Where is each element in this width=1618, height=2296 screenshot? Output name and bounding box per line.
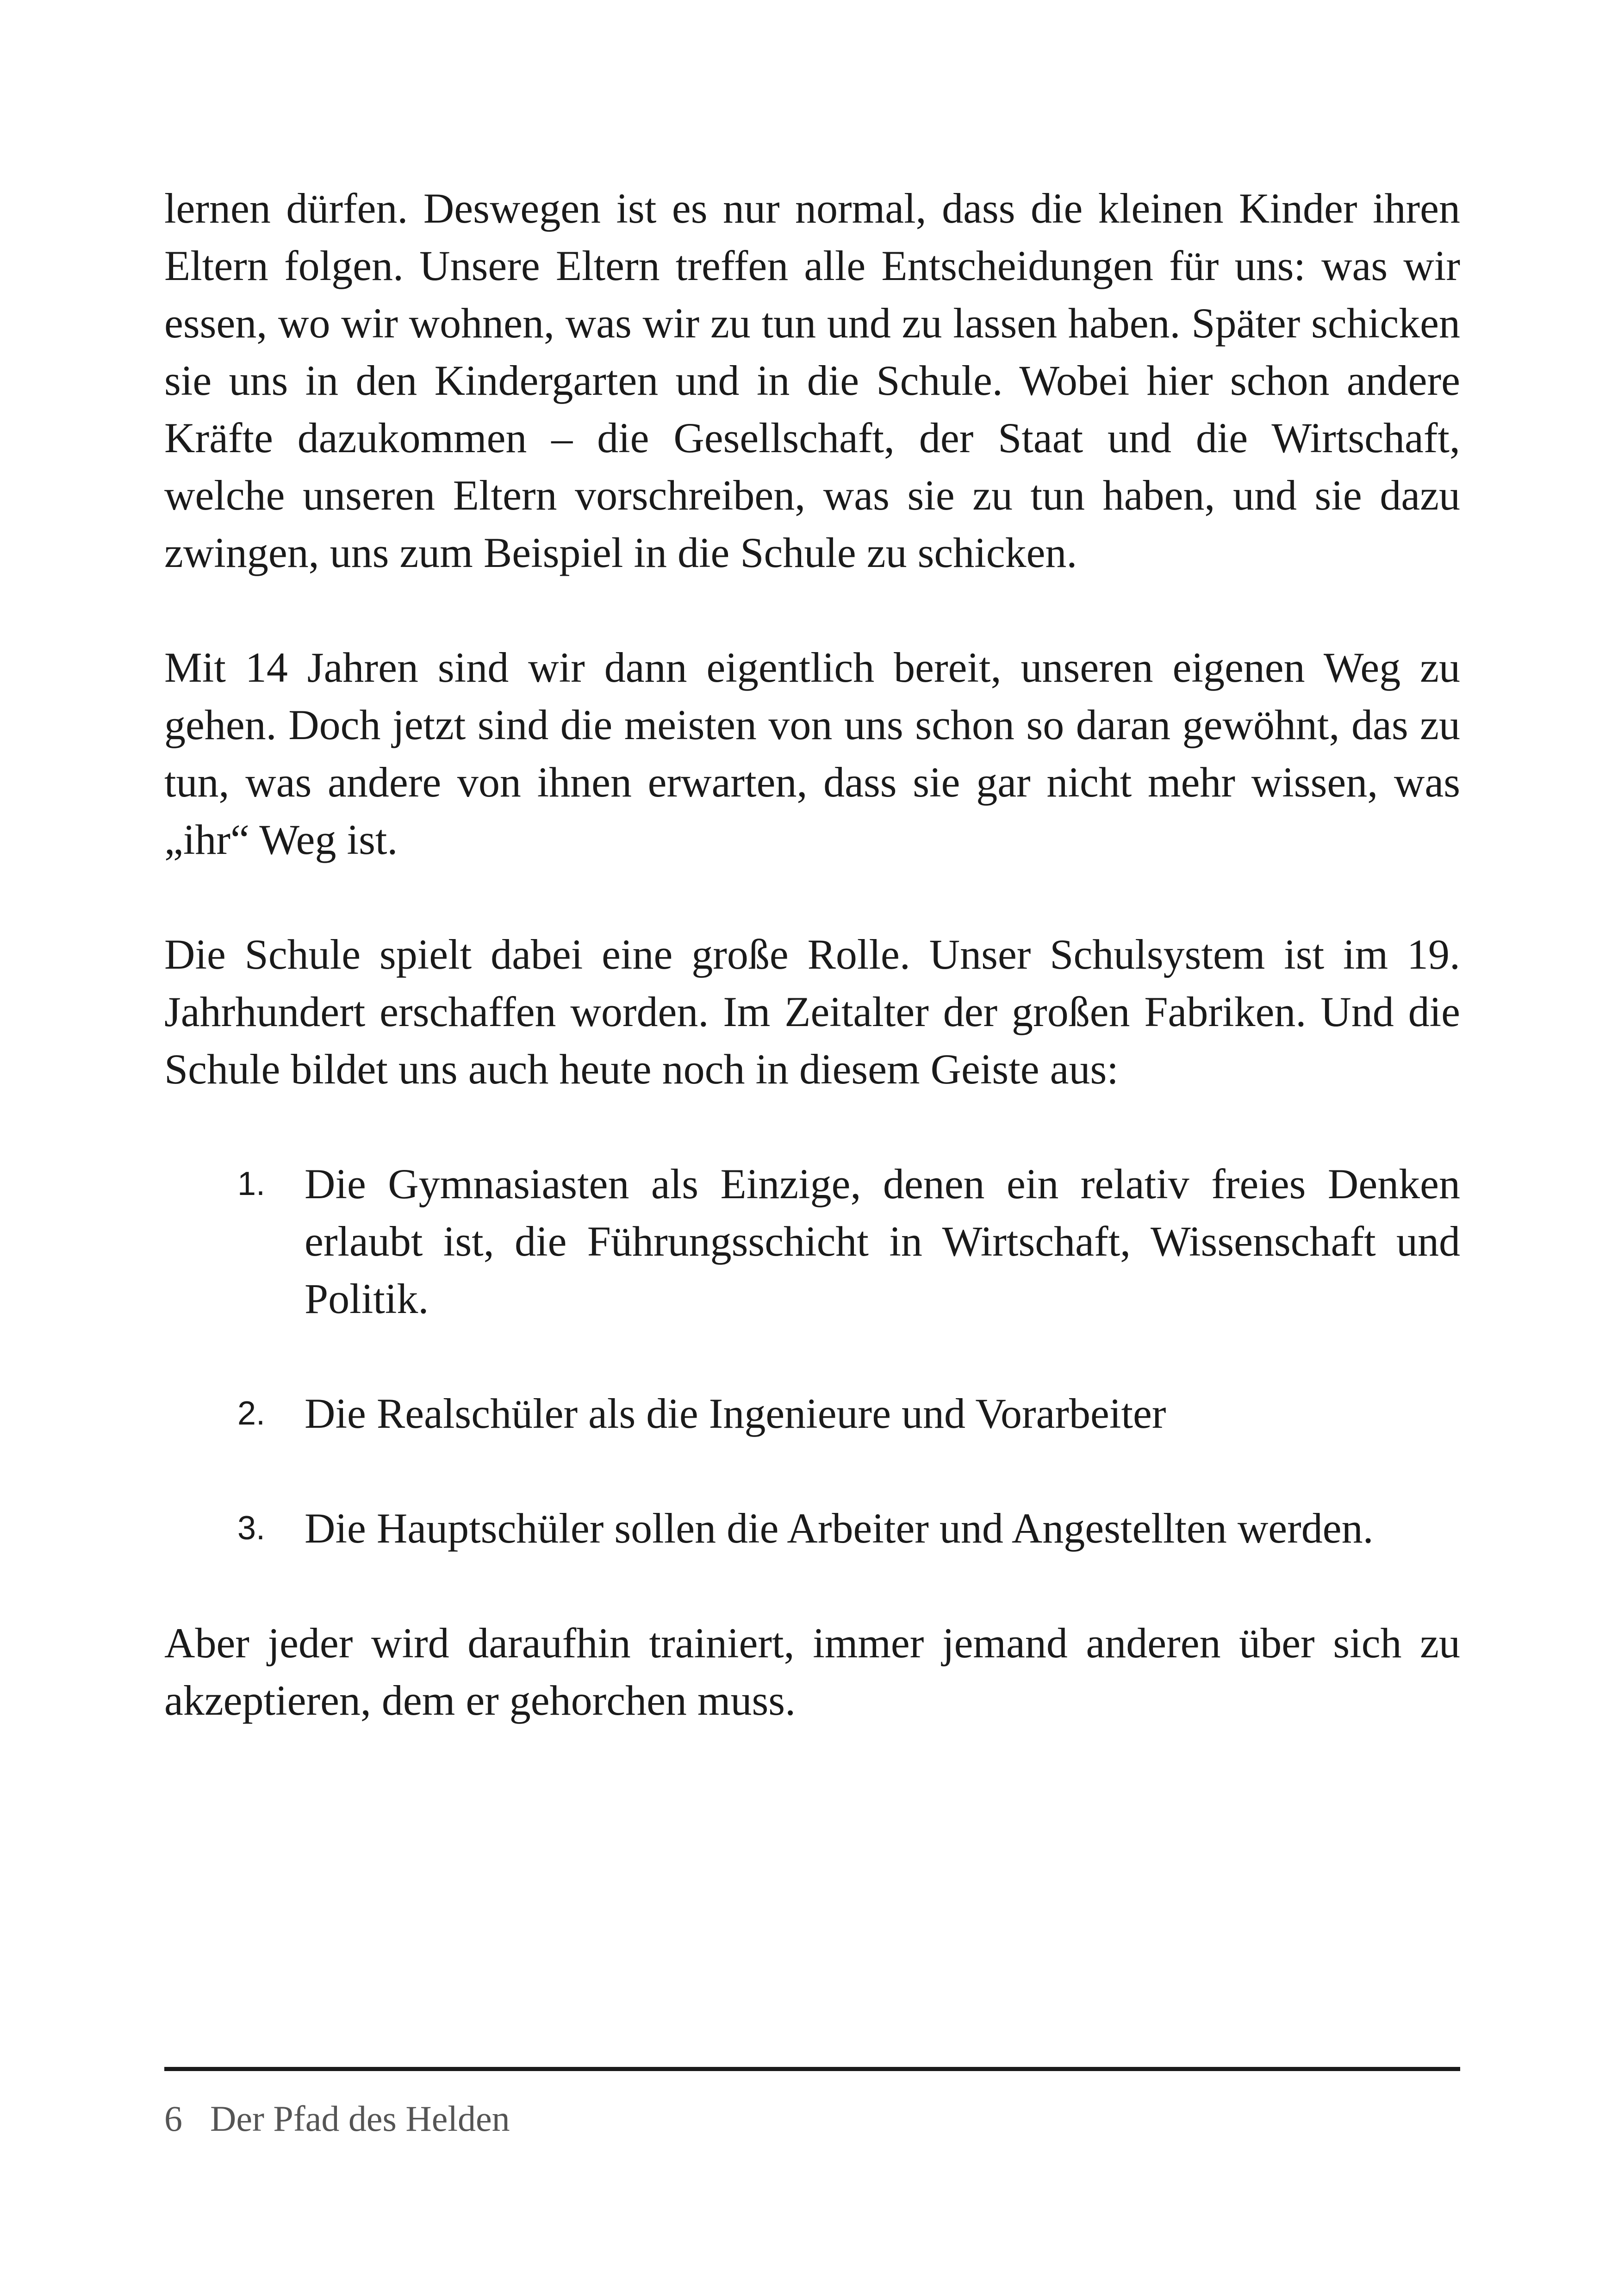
- list-item: [164, 1500, 1460, 1557]
- footer-divider: [164, 2067, 1460, 2071]
- numbered-list: [164, 1155, 1460, 1557]
- paragraph: Die Schule spielt dabei eine große Rolle. Unser Schulsystem ist im 19. Jahrhundert erschaffen worden. Im Zeitalter der großen Fabriken. Und die Schule bildet uns auch heute noch in diesem Geiste aus:: [164, 931, 1460, 1093]
- page-number: 6: [164, 2098, 182, 2139]
- list-item: [164, 1385, 1460, 1442]
- list-item-text: Die Realschüler als die Ingenieure und Vorarbeiter: [305, 1390, 1166, 1437]
- page-footer: [164, 2096, 510, 2142]
- list-item-number: 1.: [237, 1165, 266, 1202]
- list-item-text: Die Gymnasiasten als Einzige, denen ein relativ freies Denken erlaubt ist, die Führungsschicht in Wirtschaft, Wissenschaft und Politik.: [305, 1160, 1460, 1322]
- body-text: [164, 180, 1460, 1729]
- list-item-text: Die Hauptschüler sollen die Arbeiter und Angestellten werden.: [305, 1505, 1374, 1552]
- paragraph: Mit 14 Jahren sind wir dann eigentlich bereit, unseren eigenen Weg zu gehen. Doch jetzt sind die meisten von uns schon so daran gewöhnt, das zu tun, was andere von ihnen erwarten, dass sie gar nicht mehr wissen, was „ihr“ Weg ist.: [164, 644, 1460, 863]
- list-item: [164, 1155, 1460, 1327]
- paragraph: Aber jeder wird daraufhin trainiert, immer jemand anderen über sich zu akzeptieren, dem er gehorchen muss.: [164, 1619, 1460, 1724]
- list-item-number: 3.: [237, 1510, 266, 1547]
- list-item-number: 2.: [237, 1395, 266, 1432]
- running-title: Der Pfad des Helden: [210, 2098, 510, 2139]
- paragraph: lernen dürfen. Deswegen ist es nur normal, dass die kleinen Kinder ihren Eltern folgen. Unsere Eltern treffen alle Entscheidungen für uns: was wir essen, wo wir wohnen, was wir zu tun und zu lassen haben. Später schicken sie uns in den Kindergarten und in die Schule. Wobei hier schon andere Kräfte dazukommen – die Gesellschaft, der Staat und die Wirtschaft, welche unseren Eltern vorschreiben, was sie zu tun haben, und sie dazu zwingen, uns zum Beispiel in die Schule zu schicken.: [164, 185, 1460, 576]
